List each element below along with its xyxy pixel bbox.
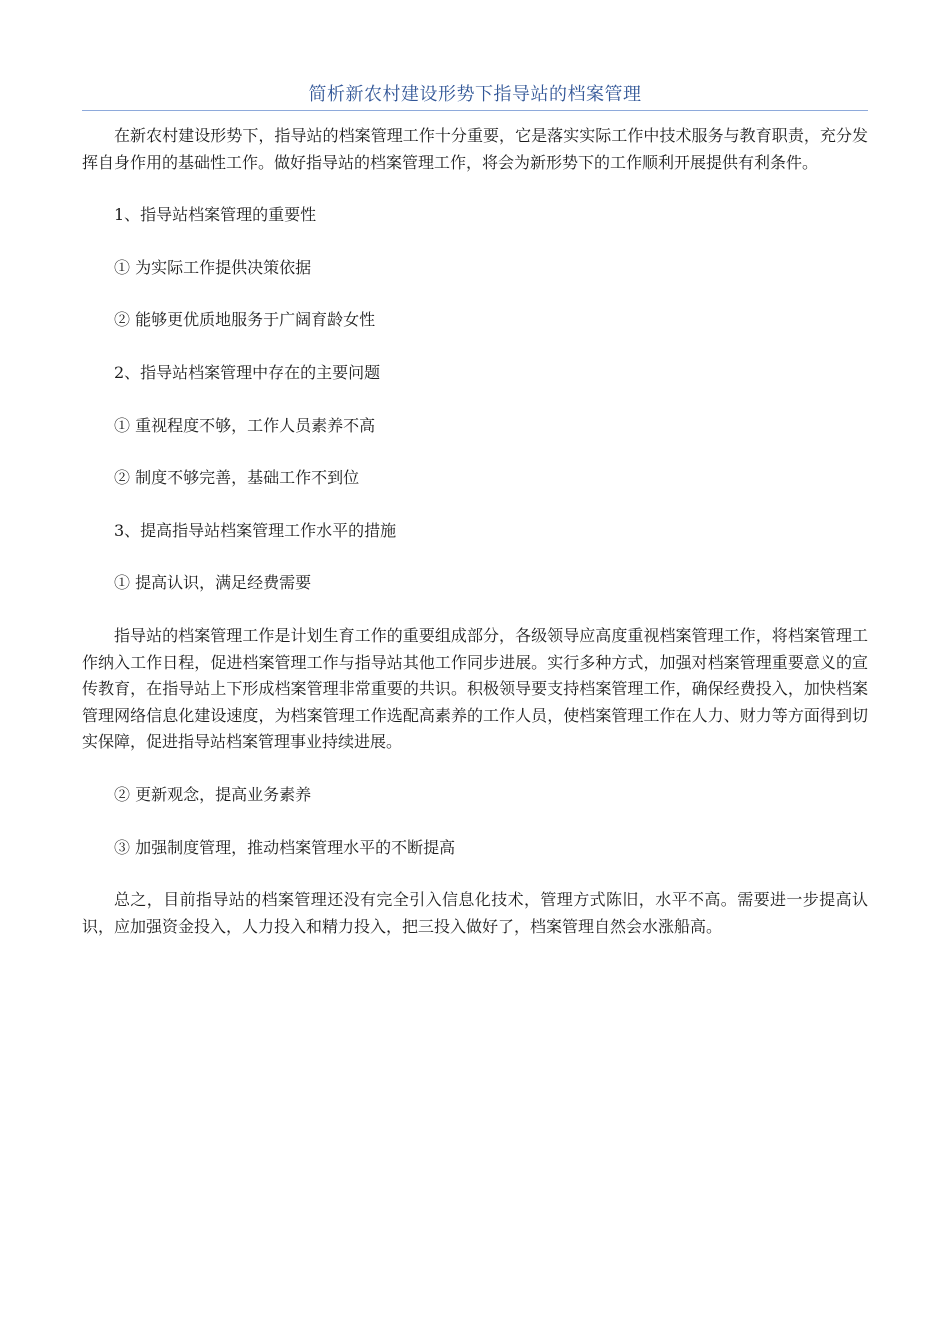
list-item: ① 重视程度不够，工作人员素养不高 <box>114 415 376 435</box>
document-page <box>82 0 868 940</box>
list-item: ② 更新观念，提高业务素养 <box>114 784 312 804</box>
section-heading-2: 2、指导站档案管理中存在的主要问题 <box>114 362 381 382</box>
list-item: ③ 加强制度管理，推动档案管理水平的不断提高 <box>114 837 456 857</box>
section-heading-1: 1、指导站档案管理的重要性 <box>114 205 317 225</box>
section-heading-3: 3、提高指导站档案管理工作水平的措施 <box>114 520 397 540</box>
document-title: 简析新农村建设形势下指导站的档案管理 <box>308 84 642 105</box>
document-body <box>82 123 868 940</box>
measures-paragraph: 指导站的档案管理工作是计划生育工作的重要组成部分，各级领导应高度重视档案管理工作，将档案管理工作纳入工作日程，促进档案管理工作与指导站其他工作同步进展。实行多种方式，加强对档案管理重要意义的宣传教育，在指导站上下形成档案管理非常重要的共识。积极领导要支持档案管理工作，确保经费投入，加快档案管理网络信息化建设速度，为档案管理工作选配高素养的工作人员，使档案管理工作在人力、财力等方面得到切实保障，促进指导站档案管理事业持续进展。 <box>82 625 868 752</box>
conclusion-paragraph: 总之，目前指导站的档案管理还没有完全引入信息化技术，管理方式陈旧，水平不高。需要进一步提高认识，应加强资金投入，人力投入和精力投入，把三投入做好了，档案管理自然会水涨船高。 <box>82 890 868 936</box>
intro-paragraph: 在新农村建设形势下，指导站的档案管理工作十分重要，它是落实实际工作中技术服务与教育职责，充分发挥自身作用的基础性工作。做好指导站的档案管理工作，将会为新形势下的工作顺利开展提供有利条件。 <box>82 126 868 172</box>
list-item: ② 能够更优质地服务于广阔育龄女性 <box>114 310 376 330</box>
list-item: ① 提高认识，满足经费需要 <box>114 573 312 593</box>
list-item: ② 制度不够完善，基础工作不到位 <box>114 468 360 488</box>
list-item: ① 为实际工作提供决策依据 <box>114 257 312 277</box>
title-underline <box>82 110 868 111</box>
